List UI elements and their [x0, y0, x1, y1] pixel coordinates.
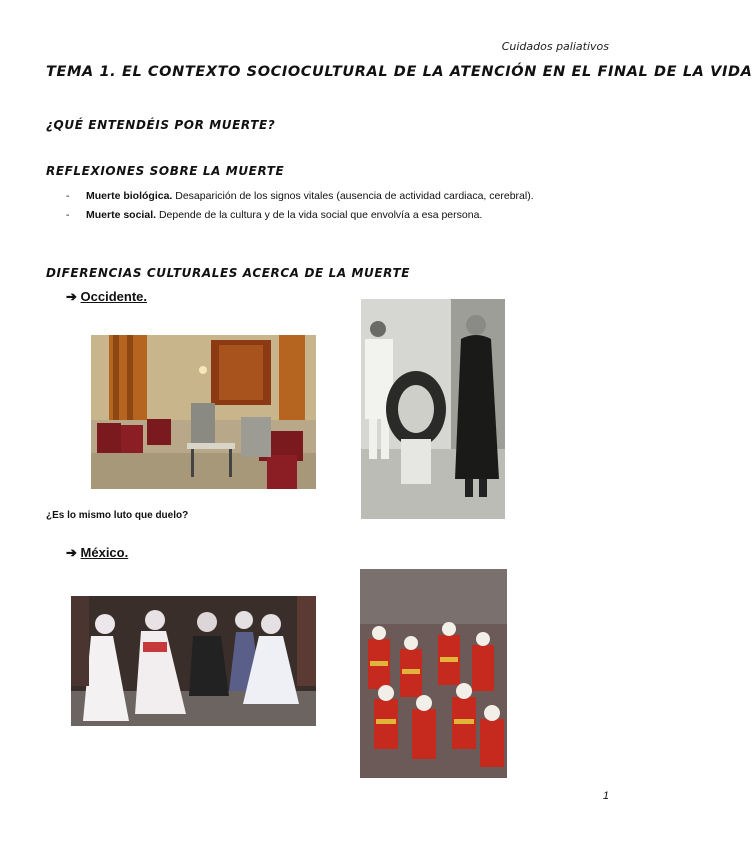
- question-heading: ¿QUÉ ENTENDÉIS POR MUERTE?: [46, 118, 276, 132]
- subheading-label: México.: [80, 545, 129, 560]
- section-heading-diferencias: DIFERENCIAS CULTURALES ACERCA DE LA MUERTE: [46, 266, 411, 280]
- bullet-dash: -: [66, 190, 70, 202]
- question-luto-duelo: ¿Es lo mismo luto que duelo?: [46, 510, 189, 521]
- section-heading-reflexiones: REFLEXIONES SOBRE LA MUERTE: [46, 164, 285, 178]
- subheading-mexico: [66, 545, 128, 561]
- arrow-icon: ➔: [66, 289, 77, 304]
- historic-funeral-photo: [361, 299, 505, 519]
- day-of-dead-children-photo: [71, 596, 316, 726]
- page-title: TEMA 1. EL CONTEXTO SOCIOCULTURAL DE LA ATENCIÓN EN EL FINAL DE LA VIDA: [46, 64, 752, 80]
- definition: Depende de la cultura y de la vida social que envolvía a esa persona.: [156, 209, 483, 221]
- definition: Desaparición de los signos vitales (ausencia de actividad cardiaca, cerebral).: [172, 190, 534, 202]
- term: Muerte biológica.: [86, 190, 173, 202]
- subheading-occidente: [66, 289, 147, 305]
- day-of-dead-parade-photo: [360, 569, 507, 778]
- list-item: [66, 206, 534, 225]
- list-item: [66, 187, 534, 206]
- page-number: 1: [602, 790, 609, 802]
- running-header: Cuidados paliativos: [501, 40, 609, 53]
- term: Muerte social.: [86, 209, 157, 221]
- arrow-icon: ➔: [66, 545, 77, 560]
- bullet-dash: -: [66, 209, 70, 221]
- subheading-label: Occidente.: [80, 289, 147, 304]
- definition-list: [66, 187, 534, 225]
- funeral-room-photo: [91, 335, 316, 489]
